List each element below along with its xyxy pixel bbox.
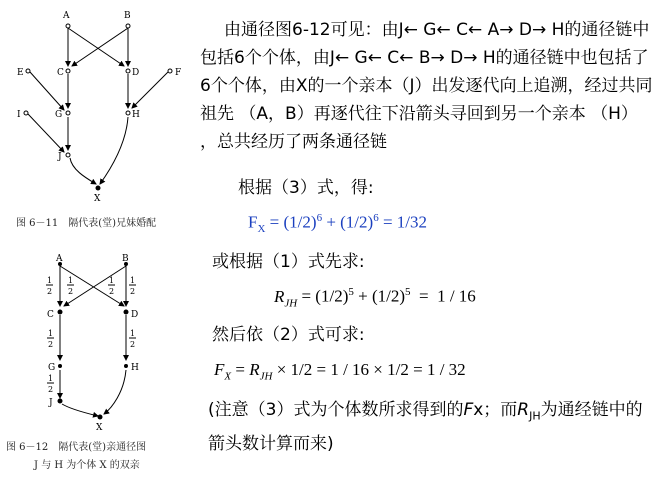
node-J-label: J — [58, 152, 62, 162]
equation-2: $R_{JH} = (1/2)^5 + (1/2)^5 = 1 / 16$ — [274, 286, 476, 310]
figure-6-11-edges — [28, 28, 168, 184]
node-G-label: G — [55, 110, 63, 120]
figure-6-12-subcaption: J 与 H 为个体 X 的双亲 — [34, 460, 140, 471]
svg-text:1: 1 — [130, 329, 136, 338]
svg-text:2: 2 — [68, 287, 74, 296]
half-label — [108, 276, 115, 296]
half-label — [129, 329, 136, 349]
svg-text:1: 1 — [48, 374, 54, 383]
node-G-label-2: G — [48, 363, 56, 373]
svg-text:2: 2 — [130, 287, 136, 296]
equation-1: $F_X = (1/2)^6 + (1/2)^6 = 1/32$ — [248, 212, 428, 236]
node-E-label: E — [17, 68, 24, 78]
node-D-label: D — [132, 68, 140, 78]
svg-text:2: 2 — [47, 287, 53, 296]
node-B-label-2: B — [122, 254, 129, 264]
node-B-label: B — [124, 11, 131, 21]
node-D-label-2: D — [131, 310, 139, 320]
svg-text:1: 1 — [68, 276, 74, 285]
svg-text:2: 2 — [48, 385, 54, 394]
half-label — [67, 276, 74, 296]
svg-text:2: 2 — [48, 340, 54, 349]
paragraph-1: 由通径图6-12可见：由J← G← C← A→ D→ H的通径链中包括6个个体，由J← G← C← B→ D→ H的通径链中也包括了6个个体，由X的一个亲本（J）出发逐代向上追溯，经过共同祖先 （A，B）再逐代往下沿箭头寻回到另一个亲本 （H） ，总共经历了两条通径链 — [200, 20, 653, 152]
half-label — [46, 276, 53, 296]
svg-text:2: 2 — [109, 287, 115, 296]
half-label — [47, 329, 54, 349]
figure-6-12-caption: 图 6－12 隔代表(堂)亲通径图 — [6, 442, 147, 453]
paragraph-4: 然后依（2）式可求: — [212, 325, 365, 345]
pedigree-diagrams — [0, 0, 196, 480]
node-C-label: C — [57, 68, 64, 78]
figure-6-12-labels — [47, 254, 139, 433]
equation-3: $F_X = R_{JH} \times 1/2 = 1 / 16 \times 1/2 = 1 / 32$ — [214, 360, 466, 383]
svg-text:1: 1 — [47, 276, 53, 285]
svg-text:2: 2 — [130, 340, 136, 349]
node-X-label-2: X — [96, 423, 103, 433]
node-H-label: H — [132, 110, 140, 120]
node-C-label-2: C — [47, 310, 54, 320]
svg-text:1: 1 — [109, 276, 115, 285]
node-X-label: X — [94, 194, 101, 204]
node-J-label-2: J — [49, 398, 53, 408]
figures-panel — [0, 0, 196, 480]
half-label — [47, 374, 54, 394]
node-I-label: I — [17, 110, 21, 120]
node-F-label: F — [175, 68, 182, 78]
node-A-label: A — [63, 11, 70, 21]
paragraph-2: 根据（3）式，得: — [238, 178, 374, 198]
paragraph-5: (注意（3）式为个体数所求得到的Fx；而$R_{JH}$为通经链中的箭头数计算而来) — [208, 400, 643, 455]
svg-text:1: 1 — [130, 276, 136, 285]
figure-6-11-labels — [17, 11, 181, 204]
node-H-label-2: H — [131, 363, 139, 373]
paragraph-3: 或根据（1）式先求: — [212, 252, 365, 272]
node-A-label-2: A — [56, 254, 63, 264]
figure-6-11-caption: 图 6－11 隔代表(堂)兄妹婚配 — [16, 218, 157, 229]
svg-text:1: 1 — [48, 329, 54, 338]
half-label — [129, 276, 136, 296]
